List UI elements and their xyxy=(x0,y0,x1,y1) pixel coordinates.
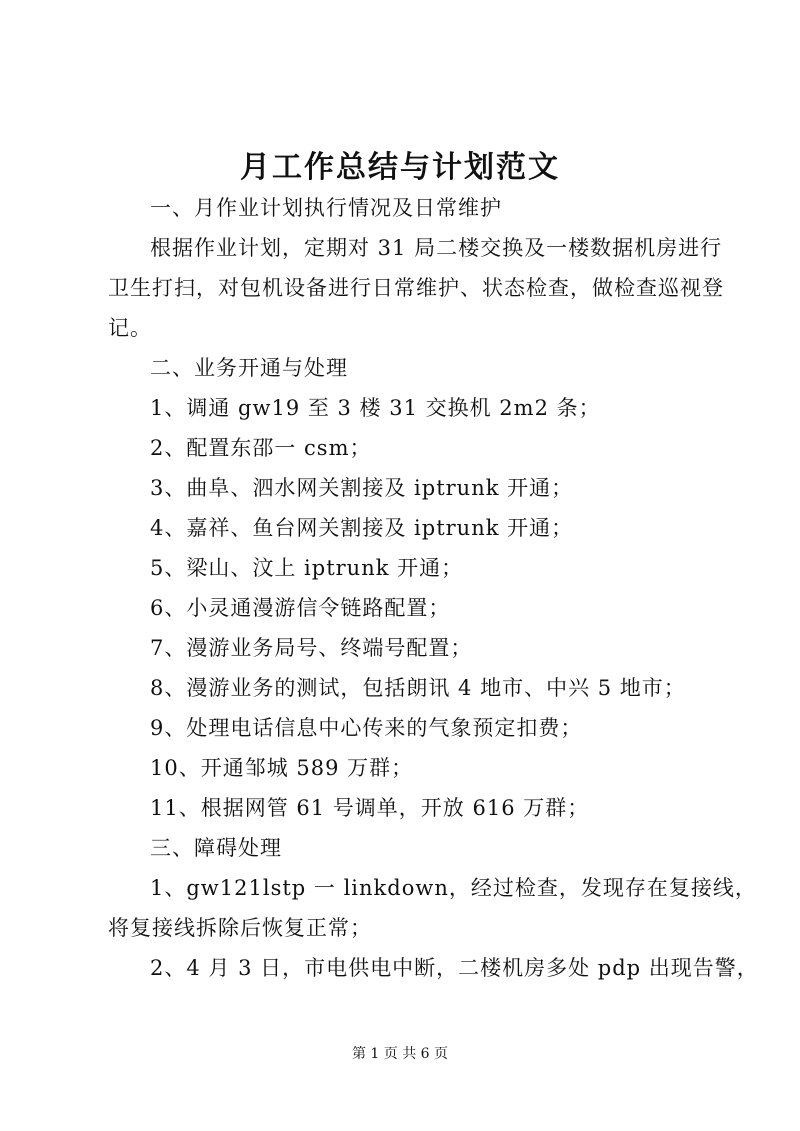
list-item: 2、4 月 3 日，市电供电中断，二楼机房多处 pdp 出现告警， xyxy=(150,956,759,980)
section-heading-2: 二、业务开通与处理 xyxy=(150,356,348,380)
paragraph-line: 记。 xyxy=(108,316,152,340)
list-item: 1、调通 gw19 至 3 楼 31 交换机 2m2 条； xyxy=(150,396,601,420)
list-item: 10、开通邹城 589 万群； xyxy=(150,756,414,780)
list-item: 4、嘉祥、鱼台网关割接及 iptrunk 开通； xyxy=(150,516,574,540)
list-item: 9、处理电话信息中心传来的气象预定扣费； xyxy=(150,716,583,740)
list-item: 7、漫游业务局号、终端号配置； xyxy=(150,636,473,660)
document-title: 月工作总结与计划范文 xyxy=(240,150,560,185)
section-heading-1: 一、月作业计划执行情况及日常维护 xyxy=(150,196,502,220)
list-item: 2、配置东邵一 csm； xyxy=(150,436,372,460)
paragraph-line: 卫生打扫，对包机设备进行日常维护、状态检查，做检查巡视登 xyxy=(108,276,724,300)
paragraph-line: 将复接线拆除后恢复正常； xyxy=(108,916,372,940)
paragraph-line: 根据作业计划，定期对 31 局二楼交换及一楼数据机房进行 xyxy=(150,236,723,260)
list-item: 5、梁山、汶上 iptrunk 开通； xyxy=(150,556,464,580)
list-item: 3、曲阜、泗水网关割接及 iptrunk 开通； xyxy=(150,476,574,500)
list-item: 6、小灵通漫游信令链路配置； xyxy=(150,596,451,620)
list-item: 8、漫游业务的测试，包括朗讯 4 地市、中兴 5 地市； xyxy=(150,676,686,700)
page-footer: 第 1 页 共 6 页 xyxy=(351,1046,449,1062)
list-item: 11、根据网管 61 号调单，开放 616 万群； xyxy=(150,796,590,820)
section-heading-3: 三、障碍处理 xyxy=(150,836,282,860)
list-item: 1、gw121lstp 一 linkdown，经过检查，发现存在复接线， xyxy=(150,876,757,900)
